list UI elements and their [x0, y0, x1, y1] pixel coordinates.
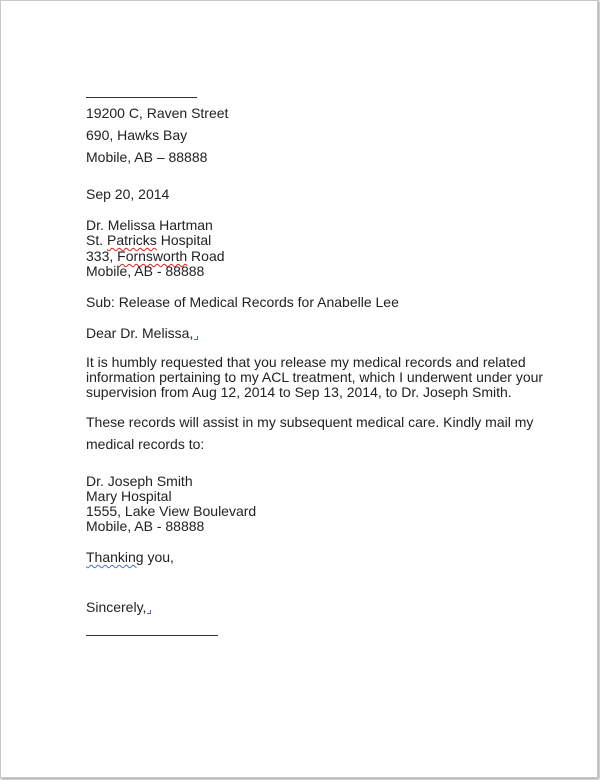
- forward-name: Dr. Joseph Smith: [86, 473, 193, 489]
- recipient-street-prefix: 333,: [86, 248, 118, 264]
- body-paragraph-1-line-3: supervision from Aug 12, 2014 to Sep 13, 2014, to Dr. Joseph Smith.: [86, 384, 512, 400]
- grammar-flagged-word: Thanking: [86, 549, 144, 565]
- recipient-street: [86, 249, 225, 264]
- sender-address-line-3: Mobile, AB – 88888: [86, 149, 208, 165]
- signoff-punct: ,: [142, 599, 147, 615]
- spelling-flagged-word: Patricks: [107, 232, 157, 248]
- salutation-punct: ,: [189, 325, 194, 341]
- letter-date: Sep 20, 2014: [86, 186, 170, 202]
- signoff-text: Sincerely: [86, 599, 143, 615]
- salutation: [86, 326, 198, 341]
- recipient-city: Mobile, AB - 88888: [86, 263, 205, 279]
- forward-hospital: Mary Hospital: [86, 488, 172, 504]
- salutation-text: Dear Dr. Melissa: [86, 325, 190, 341]
- body-paragraph-1-line-2: information pertaining to my ACL treatment, which I underwent under your: [86, 369, 544, 385]
- body-paragraph-2-line-1: These records will assist in my subsequent medical care. Kindly mail my: [86, 414, 534, 430]
- signature-line: [86, 635, 218, 636]
- forward-city: Mobile, AB - 88888: [86, 518, 205, 534]
- sender-address-line-1: 19200 C, Raven Street: [86, 105, 229, 121]
- closing-rest: you,: [143, 549, 174, 565]
- signoff: [86, 600, 151, 615]
- sender-signature-line: [86, 97, 197, 98]
- spelling-flagged-word: Fornsworth: [117, 248, 188, 264]
- recipient-hospital-suffix: Hospital: [156, 232, 212, 248]
- recipient-hospital: [86, 233, 211, 248]
- body-paragraph-2-line-2: medical records to:: [86, 436, 205, 452]
- recipient-name: Dr. Melissa Hartman: [86, 217, 213, 233]
- letter-subject: Sub: Release of Medical Records for Anabelle Lee: [86, 294, 399, 310]
- sender-address-line-2: 690, Hawks Bay: [86, 127, 188, 143]
- recipient-street-suffix: Road: [187, 248, 225, 264]
- forward-street: 1555, Lake View Boulevard: [86, 503, 257, 519]
- grammar-mark-icon: [194, 336, 198, 340]
- grammar-mark-icon: [147, 610, 151, 614]
- recipient-hospital-prefix: St.: [86, 232, 108, 248]
- closing-line: [86, 550, 174, 565]
- body-paragraph-1-line-1: It is humbly requested that you release my medical records and related: [86, 354, 526, 370]
